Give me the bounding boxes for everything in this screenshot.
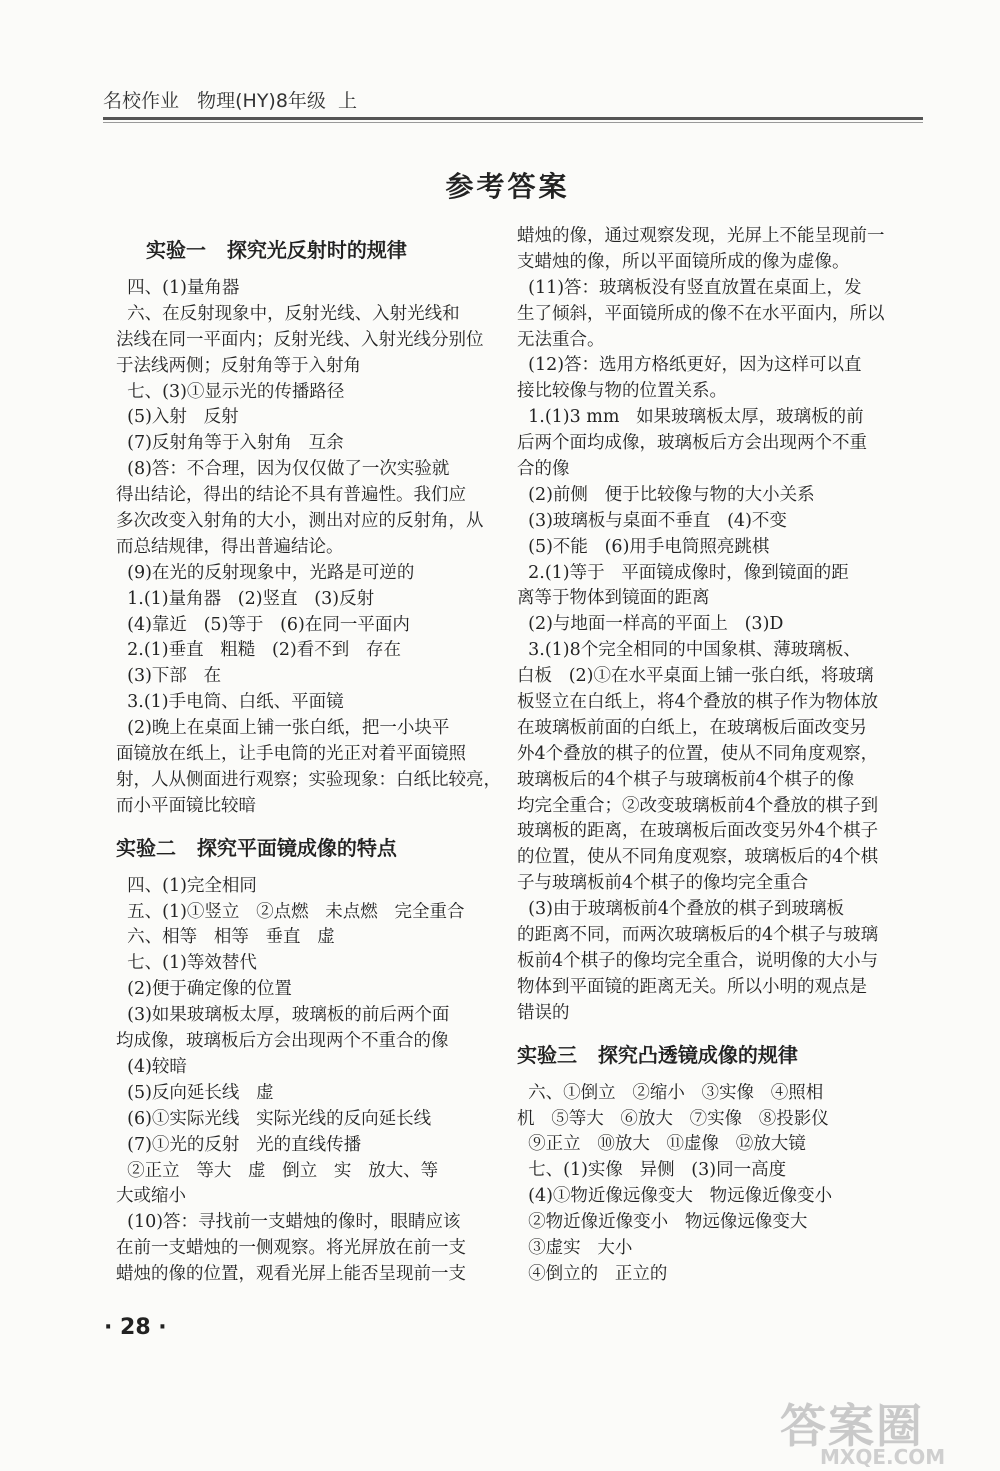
text-line: (2)晚上在桌面上铺一张白纸，把一小块平 xyxy=(116,718,450,739)
text-line: 四、(1)完全相同 xyxy=(116,875,257,896)
text-line: 射，人从侧面进行观察；实验现象：白纸比较亮， xyxy=(116,769,501,790)
text-line: 五、(1)①竖立 ②点燃 未点燃 完全重合 xyxy=(116,901,465,922)
text-line: (7)①光的反射 光的直线传播 xyxy=(116,1134,362,1155)
text-line: ③虚实 大小 xyxy=(517,1237,633,1258)
text-line: (3)如果玻璃板太厚，玻璃板的前后两个面 xyxy=(116,1005,450,1026)
text-line: (2)便于确定像的位置 xyxy=(116,979,292,1000)
text-line: 均成像，玻璃板后方会出现两个不重合的像 xyxy=(116,1031,449,1052)
experiment-2-answers xyxy=(116,874,496,1288)
text-line: (3)由于玻璃板前4个叠放的棋子到玻璃板 xyxy=(517,899,845,920)
text-line: 的距离不同，而两次玻璃板后的4个棋子与玻璃 xyxy=(517,925,879,946)
text-line: (4)靠近 (5)等于 (6)在同一平面内 xyxy=(116,614,410,635)
text-line: 面镜放在纸上，让手电筒的光正对着平面镜照 xyxy=(116,744,466,765)
text-line: 后两个面均成像，玻璃板后方会出现两个不重 xyxy=(517,433,867,454)
text-line: 生了倾斜，平面镜所成的像不在水平面内，所以 xyxy=(517,303,885,324)
watermark-url: MXQE.COM xyxy=(820,1445,946,1469)
text-line: (3)下部 在 xyxy=(116,666,222,687)
text-line: 玻璃板后的4个棋子与玻璃板前4个棋子的像 xyxy=(517,769,855,790)
header-rule xyxy=(103,117,923,120)
text-line: 支蜡烛的像，所以平面镜所成的像为虚像。 xyxy=(517,251,850,272)
text-line: (7)反射角等于入射角 互余 xyxy=(116,433,344,454)
section-title-experiment-2: 实验二 探究平面镜成像的特点 xyxy=(116,835,397,860)
text-line: 2.(1)等于 平面镜成像时，像到镜面的距 xyxy=(517,562,849,583)
text-line: 六、在反射现象中，反射光线、入射光线和 xyxy=(116,303,460,324)
text-line: 多次改变入射角的大小，测出对应的反射角，从 xyxy=(116,511,484,532)
header-rule-thin xyxy=(103,122,923,123)
text-line: (6)①实际光线 实际光线的反向延长线 xyxy=(116,1108,432,1129)
text-line: 在玻璃板前面的白纸上，在玻璃板后面改变另 xyxy=(517,717,867,738)
section-title-experiment-1: 实验一 探究光反射时的规律 xyxy=(146,238,407,262)
text-line: ④倒立的 正立的 xyxy=(517,1263,668,1284)
text-line: 的位置，使从不同角度观察，玻璃板后的4个棋 xyxy=(517,847,879,868)
text-line: 2.(1)垂直 粗糙 (2)看不到 存在 xyxy=(116,640,401,661)
text-line: 白板 (2)①在水平桌面上铺一张白纸，将玻璃 xyxy=(517,666,874,687)
text-line: 错误的 xyxy=(517,1002,570,1023)
text-line: 大或缩小 xyxy=(116,1186,186,1207)
text-line: (11)答：玻璃板没有竖直放置在桌面上，发 xyxy=(517,277,862,298)
text-line: 于法线两侧；反射角等于入射角 xyxy=(116,355,361,376)
text-line: 玻璃板的距离，在玻璃板后面改变另外4个棋子 xyxy=(517,821,879,842)
text-line: 板前4个棋子的像均完全重合，说明像的大小与 xyxy=(517,950,879,971)
text-line: 蜡烛的像，通过观察发现，光屏上不能呈现前一 xyxy=(517,226,885,246)
text-line: (8)答：不合理，因为仅仅做了一次实验就 xyxy=(116,459,450,480)
left-column xyxy=(116,276,501,1288)
text-line: 合的像 xyxy=(517,459,570,480)
text-line: 1.(1)量角器 (2)竖直 (3)反射 xyxy=(116,588,375,609)
text-line: 而总结规律，得出普遍结论。 xyxy=(116,536,344,557)
experiment-1-answers xyxy=(116,276,501,820)
experiment-2-answers-continued xyxy=(517,224,897,1027)
text-line: 3.(1)8个完全相同的中国象棋、薄玻璃板、 xyxy=(517,640,861,661)
text-line: 物体到平面镜的距离无关。所以小明的观点是 xyxy=(517,976,867,997)
text-line: 六、①倒立 ②缩小 ③实像 ④照相 xyxy=(517,1082,824,1103)
text-line: ⑨正立 ⑩放大 ⑪虚像 ⑫放大镜 xyxy=(517,1134,806,1155)
text-line: 蜡烛的像的位置，观看光屏上能否呈现前一支 xyxy=(116,1264,466,1285)
text-line: (5)反向延长线 虚 xyxy=(116,1082,274,1103)
text-line: 在前一支蜡烛的一侧观察。将光屏放在前一支 xyxy=(116,1238,466,1259)
text-line: 无法重合。 xyxy=(517,329,605,350)
text-line: 而小平面镜比较暗 xyxy=(116,795,256,816)
text-line: ②正立 等大 虚 倒立 实 放大、等 xyxy=(116,1160,439,1181)
text-line: 六、相等 相等 垂直 虚 xyxy=(116,927,335,948)
page-title: 参考答案 xyxy=(445,170,570,203)
text-line: 1.(1)3 mm 如果玻璃板太厚，玻璃板的前 xyxy=(517,407,864,428)
text-line: (4)①物近像远像变大 物远像近像变小 xyxy=(517,1186,833,1207)
text-line: 离等于物体到镜面的距离 xyxy=(517,588,710,609)
text-line: 得出结论，得出的结论不具有普遍性。我们应 xyxy=(116,485,466,506)
watermark-logo: 答案圈 xyxy=(780,1399,924,1453)
text-line: 四、(1)量角器 xyxy=(116,278,240,298)
text-line: 七、(1)实像 异侧 (3)同一高度 xyxy=(517,1160,787,1181)
text-line: (4)较暗 xyxy=(116,1056,187,1077)
section-title-experiment-3: 实验三 探究凸透镜成像的规律 xyxy=(517,1042,798,1067)
text-line: (5)不能 (6)用手电筒照亮跳棋 xyxy=(517,536,770,557)
text-line: ②物近像近像变小 物远像远像变大 xyxy=(517,1212,808,1233)
page-number: · 28 · xyxy=(104,1315,167,1340)
text-line: 子与玻璃板前4个棋子的像均完全重合 xyxy=(517,873,809,894)
text-line: 七、(3)①显示光的传播路径 xyxy=(116,381,345,402)
experiment-3-answers xyxy=(517,1081,897,1288)
text-line: (9)在光的反射现象中，光路是可逆的 xyxy=(116,562,415,583)
text-line: 板竖立在白纸上，将4个叠放的棋子作为物体放 xyxy=(517,692,879,713)
text-line: (2)前侧 便于比较像与物的大小关系 xyxy=(517,484,815,505)
text-line: (3)玻璃板与桌面不垂直 (4)不变 xyxy=(517,510,787,531)
text-line: (5)入射 反射 xyxy=(116,407,239,428)
text-line: 七、(1)等效替代 xyxy=(116,953,257,974)
text-line: 法线在同一平面内；反射光线、入射光线分别位 xyxy=(116,329,484,350)
text-line: 机 ⑤等大 ⑥放大 ⑦实像 ⑧投影仪 xyxy=(517,1108,829,1129)
text-line: 接比较像与物的位置关系。 xyxy=(517,381,727,402)
text-line: 均完全重合；②改变玻璃板前4个叠放的棋子到 xyxy=(517,795,879,816)
text-line: 外4个叠放的棋子的位置，使从不同角度观察， xyxy=(517,743,879,764)
running-header: 名校作业 物理(HY)8年级 上 xyxy=(103,90,358,112)
right-column xyxy=(517,224,897,1288)
text-line: 3.(1)手电筒、白纸、平面镜 xyxy=(116,692,344,713)
text-line: (12)答：选用方格纸更好，因为这样可以直 xyxy=(517,355,862,376)
text-line: (10)答：寻找前一支蜡烛的像时，眼睛应该 xyxy=(116,1212,461,1233)
text-line: (2)与地面一样高的平面上 (3)D xyxy=(517,614,784,635)
